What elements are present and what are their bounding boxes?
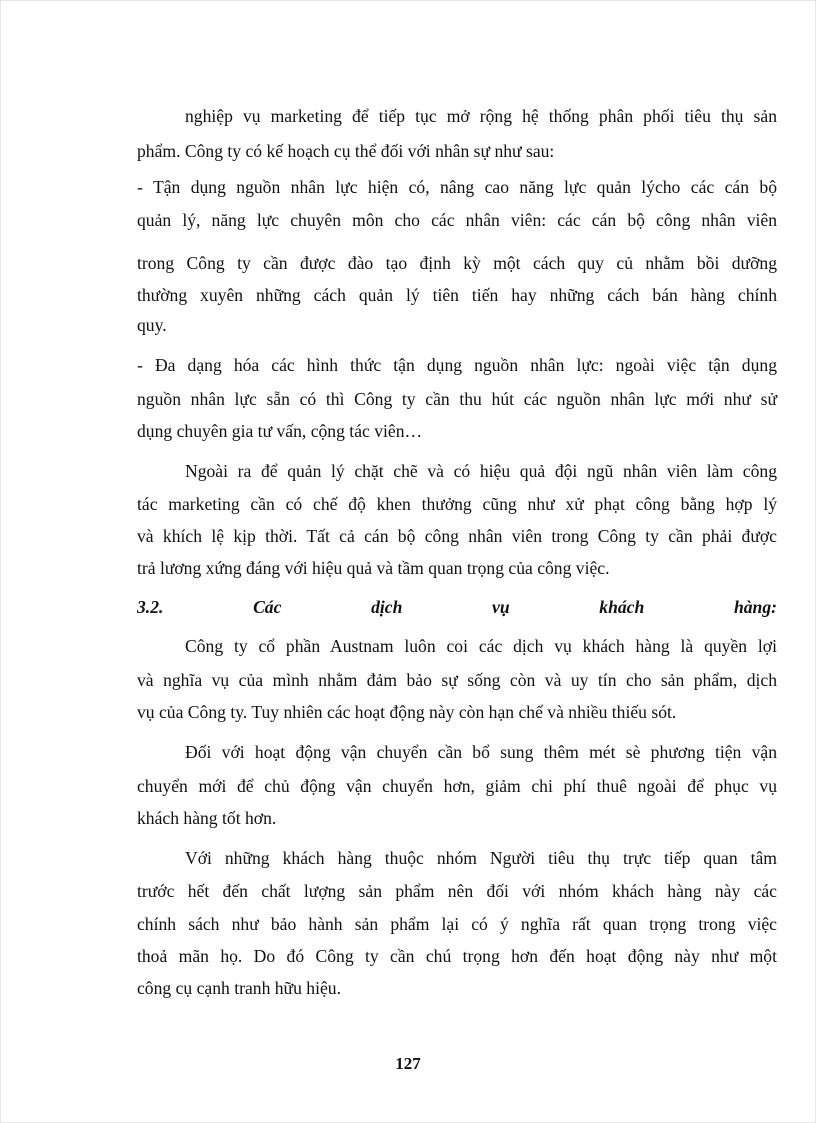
paragraph-line: thoả mãn họ. Do đó Công ty cần chú trọng hơn đến hoạt động này như một [137, 946, 777, 966]
bullet-line: thường xuyên những cách quản lý tiên tiến hay những cách bán hàng chính [137, 285, 777, 305]
bullet-line: quản lý, năng lực chuyên môn cho các nhân viên: các cán bộ công nhân viên [137, 210, 777, 230]
paragraph-line: tác marketing cần có chế độ khen thưởng cũng như xử phạt công bằng hợp lý [137, 494, 777, 514]
paragraph-line: trước hết đến chất lượng sản phẩm nên đối với nhóm khách hàng này các [137, 881, 777, 901]
section-heading [137, 596, 777, 618]
paragraph-line: Đối với hoạt động vận chuyển cần bổ sung thêm mét sè phương tiện vận [185, 742, 777, 762]
heading-word: 3.2. [137, 597, 164, 617]
paragraph-line: nghiệp vụ marketing để tiếp tục mở rộng hệ thống phân phối tiêu thụ sản [185, 106, 777, 126]
paragraph-line: chính sách như bảo hành sản phẩm lại có ý nghĩa rất quan trọng trong việc [137, 914, 777, 934]
paragraph-line: Với những khách hàng thuộc nhóm Người tiêu thụ trực tiếp quan tâm [185, 848, 777, 868]
paragraph-line: và nghĩa vụ của mình nhằm đảm bảo sự sống còn và uy tín cho sản phẩm, dịch [137, 670, 777, 690]
page-number: 127 [395, 1054, 421, 1073]
paragraph-line: trả lương xứng đáng với hiệu quả và tầm quan trọng của công việc. [137, 558, 610, 578]
paragraph-line: Công ty cổ phần Austnam luôn coi các dịch vụ khách hàng là quyền lợi [185, 636, 777, 656]
heading-word: hàng: [733, 597, 777, 617]
bullet-line: - Đa dạng hóa các hình thức tận dụng nguồn nhân lực: ngoài việc tận dụng [137, 355, 777, 375]
bullet-line: dụng chuyên gia tư vấn, cộng tác viên… [137, 421, 423, 441]
paragraph-line: và khích lệ kịp thời. Tất cả cán bộ công nhân viên trong Công ty cần phải được [137, 526, 777, 546]
paragraph-line: Ngoài ra để quản lý chặt chẽ và có hiệu quả đội ngũ nhân viên làm công [185, 461, 777, 481]
heading-word: Các [253, 597, 282, 617]
paragraph-line: công cụ cạnh tranh hữu hiệu. [137, 978, 341, 998]
paragraph-line: vụ của Công ty. Tuy nhiên các hoạt động này còn hạn chế và nhiều thiếu sót. [137, 702, 677, 722]
paragraph-line: khách hàng tốt hơn. [137, 808, 277, 828]
paragraph-line: phẩm. Công ty có kế hoạch cụ thể đối với nhân sự như sau: [137, 141, 555, 161]
paragraph-line: chuyển mới để chủ động vận chuyển hơn, giảm chi phí thuê ngoài để phục vụ [137, 776, 777, 796]
bullet-line: - Tận dụng nguồn nhân lực hiện có, nâng cao năng lực quản lýcho các cán bộ [137, 177, 777, 197]
heading-word: khách [599, 597, 645, 617]
bullet-line: trong Công ty cần được đào tạo định kỳ một cách quy củ nhằm bồi dưỡng [137, 253, 777, 273]
bullet-line: nguồn nhân lực sẵn có thì Công ty cần thu hút các nguồn nhân lực mới như sử [137, 389, 777, 409]
heading-word: dịch [371, 597, 403, 617]
bullet-line: quy. [137, 315, 167, 335]
heading-word: vụ [492, 597, 510, 617]
